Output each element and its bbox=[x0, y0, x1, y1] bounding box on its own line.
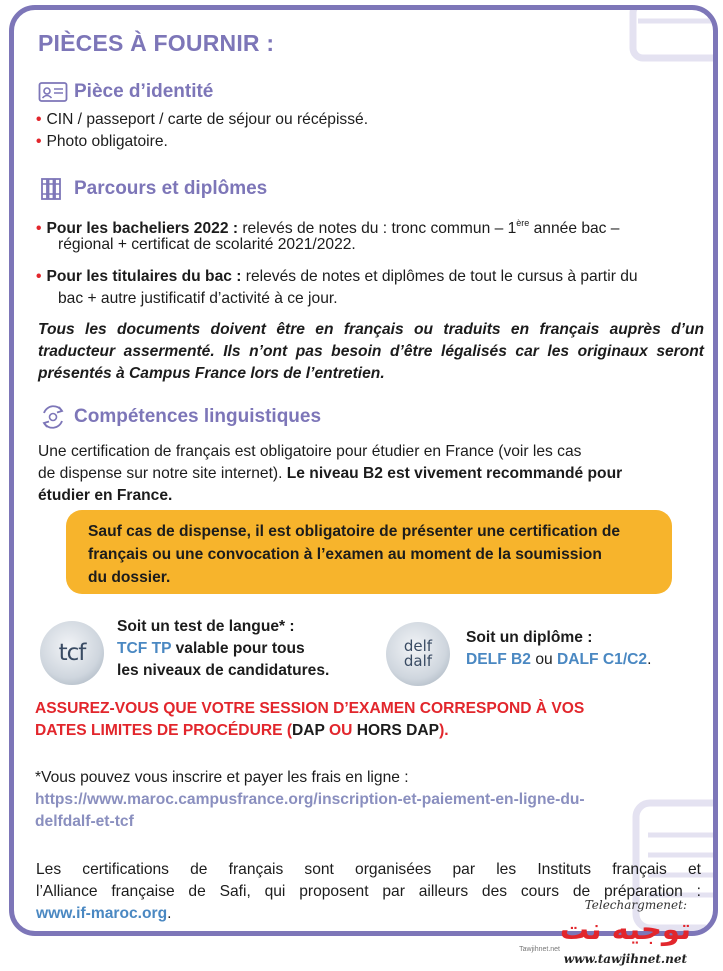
parcours-item-2-cont: bac + autre justificatif d’activité à ce jour. bbox=[58, 290, 338, 307]
watermark-small-text: Tawjihnet.net bbox=[519, 946, 560, 953]
mandatory-notice-box bbox=[66, 510, 672, 594]
competences-line-1: Une certification de français est obligatoire pour étudier en France (voir les cas bbox=[38, 443, 582, 460]
campusfrance-link-line-1[interactable]: https://www.maroc.campusfrance.org/inscription-et-paiement-en-ligne-du- bbox=[35, 791, 585, 808]
competences-line-3: étudier en France. bbox=[38, 487, 173, 504]
if-maroc-link[interactable]: www.if-maroc.org bbox=[36, 905, 168, 922]
warning-line-1: ASSUREZ-VOUS QUE VOTRE SESSION D’EXAMEN CORRESPOND À VOS bbox=[35, 700, 585, 717]
competences-line-2: de dispense sur notre site internet). Le niveau B2 est vivement recommandé pour bbox=[38, 465, 623, 482]
notice-line-1: Sauf cas de dispense, il est obligatoire de présenter une certification de bbox=[88, 523, 621, 540]
parcours-item-2: • Pour les titulaires du bac : relevés de notes et diplômes de tout le cursus à partir du bbox=[36, 268, 638, 285]
page-title: PIÈCES À FOURNIR : bbox=[38, 30, 275, 56]
footnote-line: *Vous pouvez vous inscrire et payer les frais en ligne : bbox=[35, 769, 409, 786]
notice-line-3: du dossier. bbox=[88, 569, 171, 586]
tcf-logo: tcf bbox=[40, 621, 104, 685]
watermark-url: www.tawjihnet.net bbox=[563, 952, 687, 966]
notice-line-2: français ou une convocation à l’examen au moment de la soumission bbox=[88, 546, 602, 563]
refresh-cycle-icon bbox=[38, 404, 68, 430]
section-competences-heading: Compétences linguistiques bbox=[38, 404, 321, 430]
identity-item-1: • CIN / passeport / carte de séjour ou récépissé. bbox=[36, 111, 369, 128]
delf-dalf-logo: delf dalf bbox=[386, 622, 450, 686]
watermark-download-label: Telechargmenet: bbox=[584, 898, 687, 912]
warning-line-2: DATES LIMITES DE PROCÉDURE (DAP OU HORS DAP). bbox=[35, 722, 449, 739]
parcours-item-1-cont: régional + certificat de scolarité 2021/2022. bbox=[58, 236, 356, 253]
identity-item-2: • Photo obligatoire. bbox=[36, 133, 168, 150]
section-parcours-heading: Parcours et diplômes bbox=[38, 176, 267, 202]
parcours-item-1: • Pour les bacheliers 2022 : relevés de notes du : tronc commun – 1ère année bac – bbox=[36, 218, 620, 237]
test-line-1: Soit un test de langue* : bbox=[117, 618, 295, 635]
test-line-2: TCF TP valable pour tous bbox=[117, 640, 305, 657]
closing-line-1: Les certifications de français sont organisées par les Instituts français et bbox=[36, 861, 701, 878]
translation-note-line-1: Tous les documents doivent être en français ou traduits en français auprès d’un bbox=[38, 321, 704, 338]
section-identity-heading: Pièce d’identité bbox=[38, 79, 213, 105]
books-icon bbox=[38, 176, 68, 202]
id-card-icon bbox=[38, 79, 68, 105]
campusfrance-link-line-2[interactable]: delfdalf-et-tcf bbox=[35, 813, 134, 830]
translation-note-line-3: présentés à Campus France lors de l’entretien. bbox=[38, 365, 385, 382]
diplome-line-1: Soit un diplôme : bbox=[466, 629, 593, 646]
translation-note-line-2: traducteur assermenté. Ils n’ont pas besoin d’être légalisés car les originaux seront bbox=[38, 343, 704, 360]
watermark-arabic-logo: توجيه نت bbox=[559, 912, 691, 946]
closing-line-3: www.if-maroc.org. bbox=[36, 905, 172, 922]
document-frame bbox=[9, 5, 718, 936]
test-line-3: les niveaux de candidatures. bbox=[117, 662, 330, 679]
closing-line-2: l’Alliance française de Safi, qui proposent par ailleurs des cours de préparation : bbox=[36, 883, 701, 900]
decorative-window-shape bbox=[613, 5, 718, 70]
diplome-line-2: DELF B2 ou DALF C1/C2. bbox=[466, 651, 652, 668]
